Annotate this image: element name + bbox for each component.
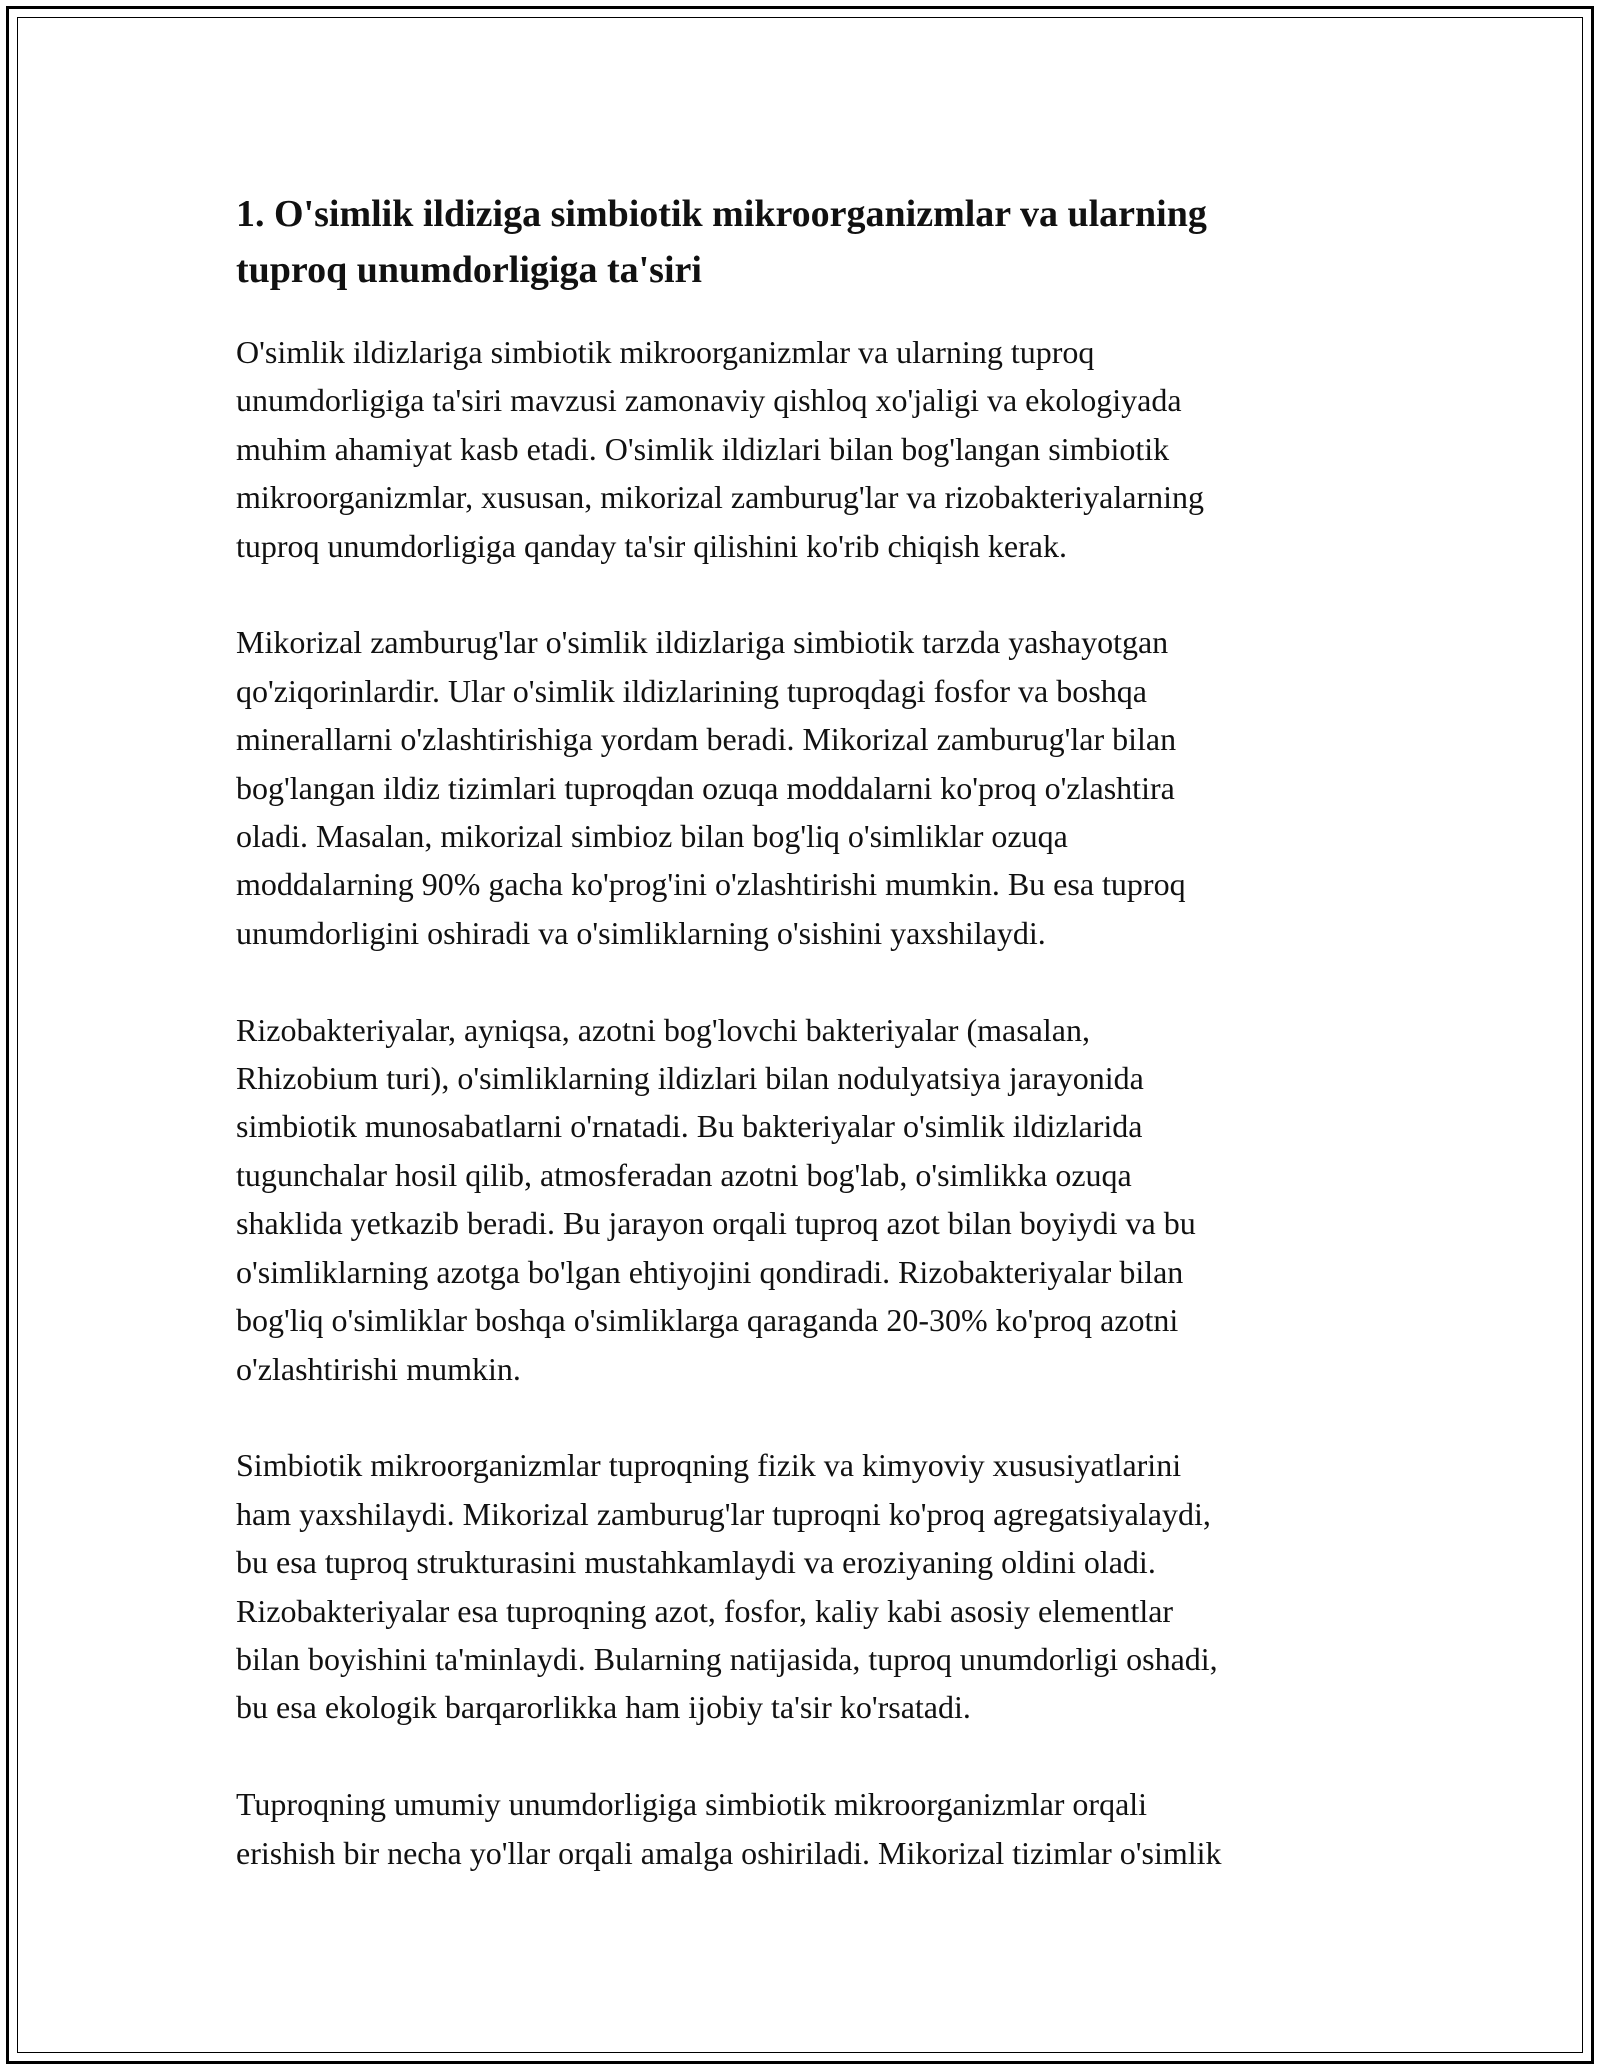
paragraph-2: Mikorizal zamburug'lar o'simlik ildizlariga simbiotik tarzda yashayotgan qo'ziqorinlardir. Ular o'simlik ildizlarining tuproqdagi fosfor va boshqa minerallarni o'zlashtirishiga yordam beradi. Mikorizal zamburug'lar bilan bog'langan ildiz tizimlari tuproqdan ozuqa moddalarni ko'proq o'zlashtira oladi. Masalan, mikorizal simbioz bilan bog'liq o'simliklar ozuqa moddalarning 90% gacha ko'prog'ini o'zlashtirishi mumkin. Bu esa tuproq unumdorligini oshiradi va o'simliklarning o'sishini yaxshilaydi. xyxy=(236,624,1186,951)
paragraph-4: Simbiotik mikroorganizmlar tuproqning fizik va kimyoviy xususiyatlarini ham yaxshilaydi. Mikorizal zamburug'lar tuproqni ko'proq agregatsiyalaydi, bu esa tuproq strukturasini mustahkamlaydi va eroziyaning oldini oladi. Rizobakteriyalar esa tuproqning azot, fosfor, kaliy kabi asosiy elementlar bilan boyishini ta'minlaydi. Bularning natijasida, tuproq unumdorligi oshadi, bu esa ekologik barqarorlikka ham ijobiy ta'sir ko'rsatadi. xyxy=(236,1447,1218,1726)
document-body xyxy=(236,186,1386,1925)
paragraph-5: Tuproqning umumiy unumdorligiga simbiotik mikroorganizmlar orqali erishish bir necha yo'llar orqali amalga oshiriladi. Mikorizal tizimlar o'simlik xyxy=(236,1786,1222,1871)
paragraph-1: O'simlik ildizlariga simbiotik mikroorganizmlar va ularning tuproq unumdorligiga ta'siri mavzusi zamonaviy qishloq xo'jaligi va ekologiyada muhim ahamiyat kasb etadi. O'simlik ildizlari bilan bog'langan simbiotik mikroorganizmlar, xususan, mikorizal zamburug'lar va rizobakteriyalarning tuproq unumdorligiga qanday ta'sir qilishini ko'rib chiqish kerak. xyxy=(236,334,1205,564)
paragraph-3: Rizobakteriyalar, ayniqsa, azotni bog'lovchi bakteriyalar (masalan, Rhizobium turi), o'simliklarning ildizlari bilan nodulyatsiya jarayonida simbiotik munosabatlarni o'rnatadi. Bu bakteriyalar o'simlik ildizlarida tugunchalar hosil qilib, atmosferadan azotni bog'lab, o'simlikka ozuqa shaklida yetkazib beradi. Bu jarayon orqali tuproq azot bilan boyiydi va bu o'simliklarning azotga bo'lgan ehtiyojini qondiradi. Rizobakteriyalar bilan bog'liq o'simliklar boshqa o'simliklarga qaraganda 20-30% ko'proq azotni o'zlashtirishi mumkin. xyxy=(236,1011,1196,1387)
document-title: 1. O'simlik ildiziga simbiotik mikroorganizmlar va ularning tuproq unumdorligiga ta'siri xyxy=(236,193,1207,291)
